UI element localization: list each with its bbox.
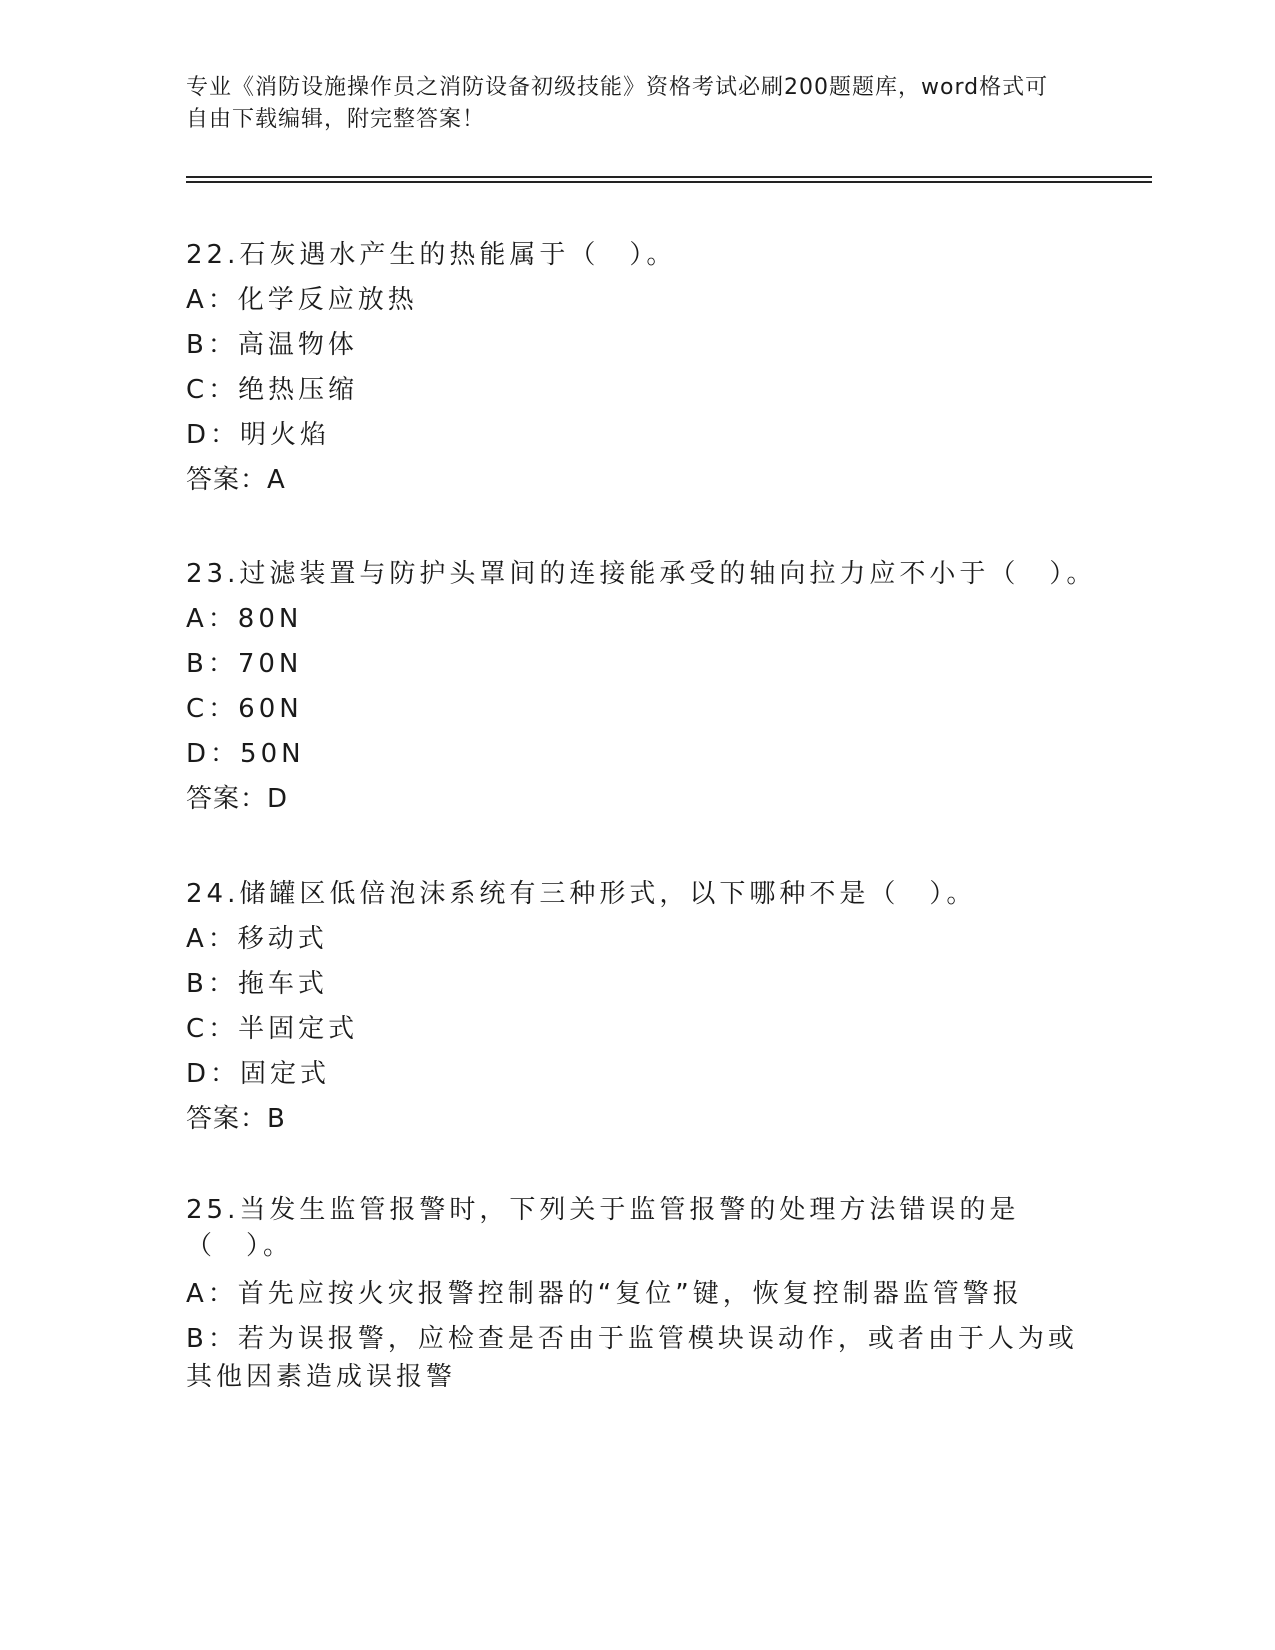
option-b: B：高温物体 xyxy=(186,330,358,360)
option-c: C：半固定式 xyxy=(186,1014,359,1044)
option-a: A：化学反应放热 xyxy=(186,285,418,315)
header-divider-bottom xyxy=(186,181,1152,183)
question-25 xyxy=(186,1192,1086,1396)
option-c: C：绝热压缩 xyxy=(186,375,359,405)
option-a: A：80N xyxy=(186,604,303,634)
option-a: A：首先应按火灾报警控制器的“复位”键，恢复控制器监管警报 xyxy=(186,1279,1023,1309)
answer: 答案：A xyxy=(186,465,286,495)
question-22 xyxy=(186,233,1086,503)
option-d: D：固定式 xyxy=(186,1059,331,1089)
question-stem: 22.石灰遇水产生的热能属于（ ）。 xyxy=(186,240,677,270)
question-23 xyxy=(186,552,1097,822)
option-a: A：移动式 xyxy=(186,924,328,954)
question-stem: 24.储罐区低倍泡沫系统有三种形式，以下哪种不是（ ）。 xyxy=(186,879,977,909)
document-header: 专业《消防设施操作员之消防设备初级技能》资格考试必刷200题题库，word格式可自由下载编辑，附完整答案！ xyxy=(186,75,1049,132)
option-b: B：70N xyxy=(186,649,303,679)
question-stem: 25.当发生监管报警时，下列关于监管报警的处理方法错误的是（ ）。 xyxy=(186,1195,1020,1261)
answer: 答案：D xyxy=(186,784,289,814)
option-b: B：若为误报警，应检查是否由于监管模块误动作，或者由于人为或其他因素造成误报警 xyxy=(186,1324,1078,1392)
question-stem: 23.过滤装置与防护头罩间的连接能承受的轴向拉力应不小于（ ）。 xyxy=(186,559,1097,589)
option-d: D：50N xyxy=(186,739,305,769)
option-c: C：60N xyxy=(186,694,303,724)
answer: 答案：B xyxy=(186,1104,286,1134)
option-d: D：明火焰 xyxy=(186,420,331,450)
header-divider-top xyxy=(186,176,1152,178)
question-24 xyxy=(186,872,1086,1142)
option-b: B：拖车式 xyxy=(186,969,328,999)
